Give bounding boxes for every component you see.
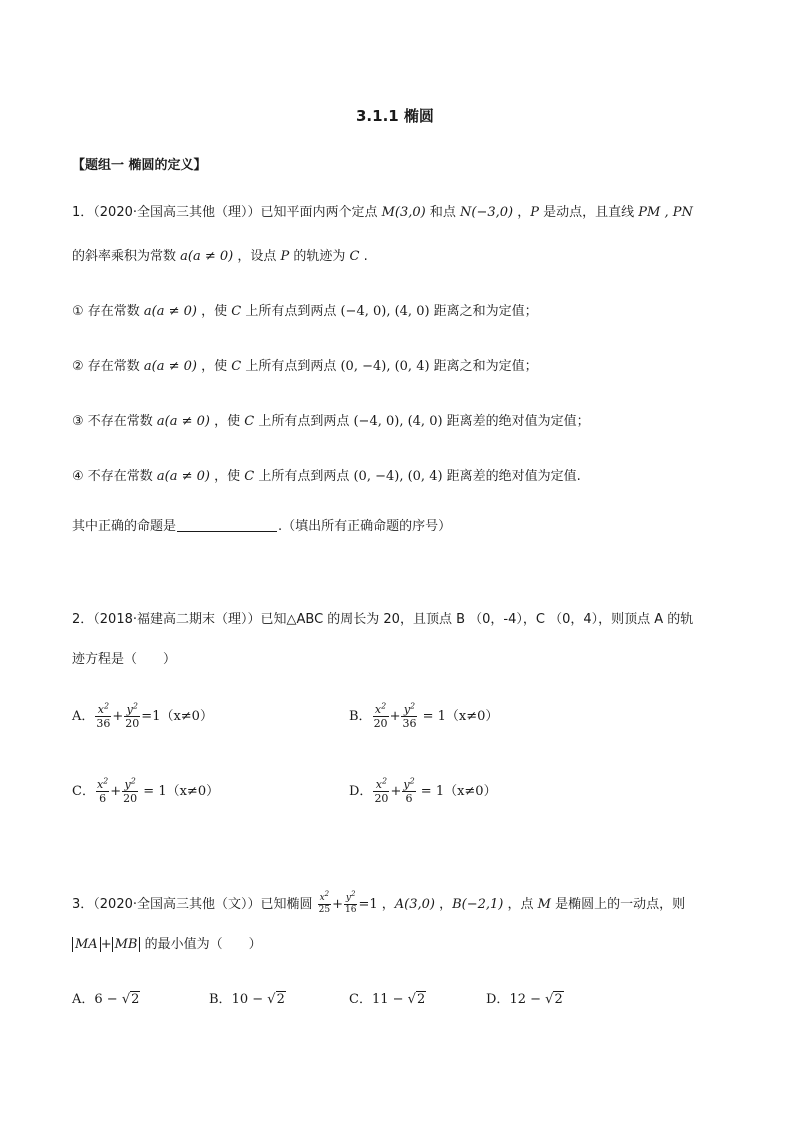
q1-text: ，设点: [233, 249, 281, 264]
option-label: B．: [209, 992, 232, 1007]
frac-num: x: [374, 703, 382, 716]
statement-text: 上所有点到两点: [254, 469, 354, 484]
frac-den: 25: [318, 905, 331, 915]
option-label: A．: [72, 992, 95, 1007]
answer-hint: .（填出所有正确命题的序号）: [278, 519, 452, 534]
answer-blank[interactable]: [177, 517, 277, 532]
q2-option-a[interactable]: [72, 702, 213, 732]
statement-math: a(a ≠ 0): [143, 359, 197, 374]
option-value: 6 −: [94, 992, 122, 1007]
frac-den: 6: [405, 792, 413, 805]
section-heading: 【题组一 椭圆的定义】: [72, 158, 207, 173]
q1-statement-2: [72, 357, 538, 377]
statement-text: ，使: [197, 359, 232, 374]
q3-text: 是椭圆上的一动点，则: [550, 897, 686, 912]
statement-text: 上所有点到两点: [254, 414, 354, 429]
exponent: 2: [409, 776, 415, 786]
q3-text: 的最小值为（ ）: [140, 937, 262, 952]
q1-text: 是动点，且直线: [539, 205, 639, 220]
q3-text: ，点: [503, 897, 538, 912]
q3-line2: [72, 935, 262, 955]
frac-den: 20: [125, 717, 140, 730]
option-tail: =1（x≠0）: [141, 709, 213, 724]
plus-sign: +: [110, 784, 122, 799]
frac-den: 20: [374, 792, 389, 805]
exponent: 2: [381, 701, 387, 711]
q1-text: 的斜率乘积为常数: [72, 249, 181, 264]
q1-point-p: P: [280, 249, 290, 264]
option-label: B．: [349, 709, 372, 724]
frac-num: x: [375, 778, 382, 791]
statement-text: ，使: [197, 304, 232, 319]
q1-constant: a(a ≠ 0): [180, 249, 234, 264]
frac-num: y: [124, 778, 131, 791]
plus-sign: +: [389, 709, 401, 724]
q1-text: .: [359, 249, 368, 264]
q2-option-c[interactable]: [72, 777, 219, 807]
statement-text: ② 存在常数: [72, 359, 144, 374]
statement-text: ，使: [210, 414, 245, 429]
q3-option-a[interactable]: [72, 990, 140, 1010]
q3-option-c[interactable]: [349, 990, 426, 1010]
option-tail: = 1（x≠0）: [139, 784, 220, 799]
abs-mb: MB: [112, 937, 141, 952]
q3-point-b: B(−2,1): [452, 897, 504, 912]
exponent: 2: [132, 701, 138, 711]
q1-point-n: N(−3,0): [460, 205, 514, 220]
q1-text: 1．（2020·全国高三其他（理））已知平面内两个定点: [72, 205, 382, 220]
q1-line1: [72, 203, 693, 223]
q2-option-b[interactable]: [349, 702, 498, 732]
statement-text: 上所有点到两点: [241, 359, 341, 374]
frac-num: y: [403, 778, 410, 791]
statement-text: 距离差的绝对值为定值.: [442, 469, 581, 484]
exponent: 2: [103, 701, 110, 711]
q2-line1: 2．（2018·福建高二期末（理））已知△ABC 的周长为 20，且顶点 B （0，-4），C （0，4），则顶点 A 的轨: [72, 612, 694, 627]
frac-den: 20: [123, 792, 138, 805]
frac-num: x: [319, 893, 325, 903]
frac-den: 36: [402, 717, 417, 730]
statement-text: ，使: [210, 469, 245, 484]
frac-num: y: [126, 703, 133, 716]
plus-sign: +: [112, 709, 124, 724]
statement-math: a(a ≠ 0): [143, 304, 197, 319]
q1-lines: PM , PN: [638, 205, 693, 220]
q3-option-b[interactable]: [209, 990, 286, 1010]
q1-text: 的轨迹为: [289, 249, 350, 264]
radicand: 2: [416, 992, 426, 1007]
frac-num: x: [96, 778, 104, 791]
q3-text: ，: [434, 897, 453, 912]
q3-point-m: M: [537, 897, 551, 912]
statement-text: 上所有点到两点: [241, 304, 341, 319]
statement-math: C: [231, 359, 242, 374]
radicand: 2: [131, 992, 140, 1007]
option-value: 12 −: [509, 992, 546, 1007]
option-label: A．: [72, 709, 95, 724]
q1-statement-3: [72, 412, 590, 432]
exponent: 2: [351, 890, 356, 898]
option-value: 10 −: [231, 992, 268, 1007]
q3-option-d[interactable]: [486, 990, 564, 1010]
statement-math: C: [231, 304, 242, 319]
statement-math: (−4, 0), (4, 0): [353, 414, 443, 429]
exponent: 2: [324, 890, 330, 898]
frac-den: 6: [99, 792, 107, 805]
q3-text: ，: [377, 897, 395, 912]
plus-sign: +: [390, 784, 402, 799]
option-tail: = 1（x≠0）: [416, 784, 497, 799]
q1-text: 和点: [425, 205, 461, 220]
statement-math: a(a ≠ 0): [156, 469, 210, 484]
frac-num: x: [97, 703, 104, 716]
frac-num: y: [345, 893, 352, 903]
plus-sign: +: [100, 937, 112, 952]
sqrt-sign: √: [121, 992, 131, 1007]
exponent: 2: [382, 776, 388, 786]
plus-sign: +: [332, 897, 343, 912]
option-label: C．: [349, 992, 372, 1007]
q1-text: ，: [513, 205, 531, 220]
q1-point-m: M(3,0): [381, 205, 426, 220]
sqrt-sign: √: [545, 992, 554, 1007]
statement-math: (−4, 0), (4, 0): [340, 304, 430, 319]
exponent: 2: [103, 776, 109, 786]
sqrt-sign: √: [407, 992, 416, 1007]
equals: =1: [358, 897, 378, 912]
q1-answer-line: [72, 517, 451, 537]
option-tail: = 1（x≠0）: [418, 709, 499, 724]
q1-line2: [72, 247, 368, 267]
answer-prompt: 其中正确的命题是: [72, 519, 177, 534]
q2-line2: 迹方程是（ ）: [72, 652, 177, 667]
page-title: 3.1.1 椭圆: [356, 107, 434, 125]
radicand: 2: [554, 992, 563, 1007]
option-label: D．: [486, 992, 510, 1007]
option-value: 11 −: [371, 992, 408, 1007]
frac-den: 20: [373, 717, 388, 730]
statement-text: ④ 不存在常数: [72, 469, 157, 484]
statement-math: C: [244, 469, 255, 484]
statement-math: a(a ≠ 0): [156, 414, 210, 429]
sqrt-sign: √: [267, 992, 276, 1007]
q1-point-p: P: [530, 205, 540, 220]
statement-text: 距离差的绝对值为定值；: [442, 414, 590, 429]
frac-den: 16: [344, 905, 357, 915]
q1-curve-c: C: [349, 249, 360, 264]
statement-math: C: [244, 414, 255, 429]
exponent: 2: [410, 701, 416, 711]
statement-text: ③ 不存在常数: [72, 414, 157, 429]
statement-text: 距离之和为定值；: [429, 359, 538, 374]
frac-den: 36: [96, 717, 111, 730]
statement-text: ① 存在常数: [72, 304, 144, 319]
statement-text: 距离之和为定值；: [429, 304, 538, 319]
q2-option-d[interactable]: [349, 777, 497, 807]
option-label: D．: [349, 784, 373, 799]
abs-ma: MA: [72, 937, 101, 952]
q3-line1: [72, 892, 685, 918]
q3-point-a: A(3,0): [394, 897, 435, 912]
exponent: 2: [130, 776, 136, 786]
q3-text: 3．（2020·全国高三其他（文））已知椭圆: [72, 897, 317, 912]
statement-math: (0, −4), (0, 4): [340, 359, 430, 374]
frac-num: y: [403, 703, 411, 716]
q1-statement-1: [72, 302, 538, 322]
radicand: 2: [276, 992, 285, 1007]
option-label: C．: [72, 784, 95, 799]
q1-statement-4: [72, 467, 581, 487]
statement-math: (0, −4), (0, 4): [353, 469, 443, 484]
